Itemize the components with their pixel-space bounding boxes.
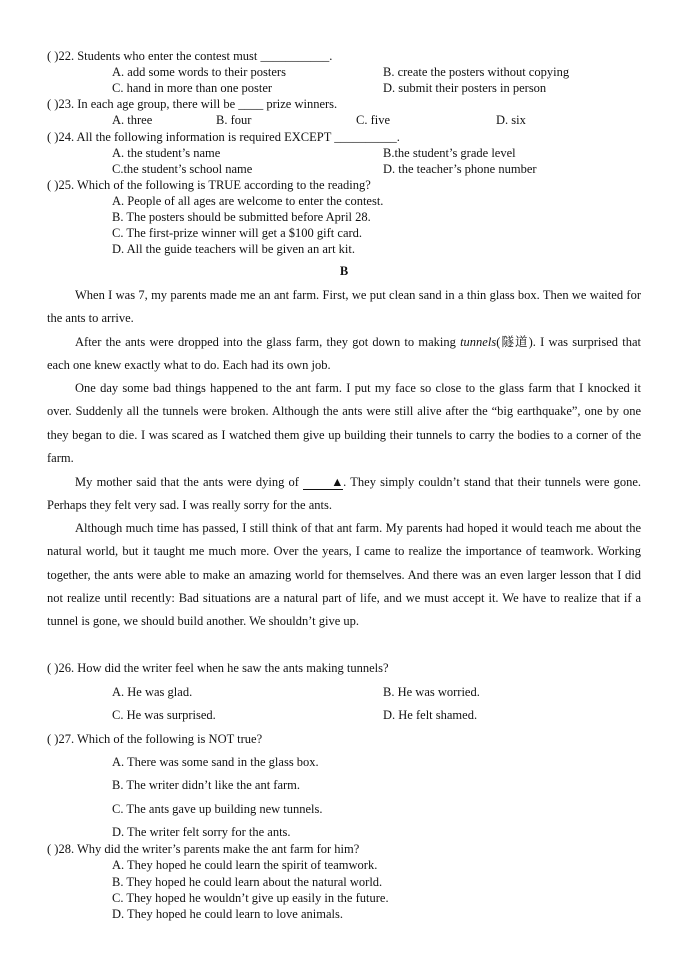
q24-option-b: B.the student’s grade level (383, 146, 516, 160)
fill-in-blank: ▲ (303, 475, 343, 490)
question-27-stem: ( )27. Which of the following is NOT true? (47, 732, 263, 746)
q28-option-b: B. They hoped he could learn about the natural world. (112, 875, 383, 889)
q28-option-a: A. They hoped he could learn the spirit of teamwork. (112, 858, 378, 872)
q23-option-b: B. four (216, 113, 252, 127)
question-22-stem: ( )22. Students who enter the contest must ___________. (47, 49, 333, 63)
p4-text-before: My mother said that the ants were dying of (75, 475, 304, 489)
q23-option-a: A. three (112, 113, 153, 127)
passage-paragraph-2 (47, 331, 641, 378)
q26-option-d: D. He felt shamed. (383, 708, 478, 722)
passage-paragraph-4 (47, 471, 641, 518)
q24-option-c: C.the student’s school name (112, 162, 253, 176)
q22-option-b: B. create the posters without copying (383, 65, 570, 79)
p4-text-after: . They simply couldn’t stand that their tunnels were gone. Perhaps they felt very sad. I was really sorry for the ants. (47, 475, 642, 513)
p2-italic-word: tunnels (460, 335, 497, 349)
question-24-stem: ( )24. All the following information is required EXCEPT __________. (47, 130, 400, 144)
q27-option-a: A. There was some sand in the glass box. (112, 755, 319, 769)
q26-option-b: B. He was worried. (383, 685, 480, 699)
section-b-heading: B (339, 264, 349, 278)
q27-option-b: B. The writer didn’t like the ant farm. (112, 778, 301, 792)
q25-option-a: A. People of all ages are welcome to enter the contest. (112, 194, 384, 208)
q27-option-d: D. The writer felt sorry for the ants. (112, 825, 291, 839)
q24-option-d: D. the teacher’s phone number (383, 162, 537, 176)
question-25-stem: ( )25. Which of the following is TRUE according to the reading? (47, 178, 371, 192)
passage-paragraph-1: When I was 7, my parents made me an ant farm. First, we put clean sand in a thin glass box. Then we waited for the ants to arrive. (47, 288, 641, 326)
q27-option-c: C. The ants gave up building new tunnels. (112, 802, 323, 816)
question-26-stem: ( )26. How did the writer feel when he saw the ants making tunnels? (47, 661, 389, 675)
q28-option-c: C. They hoped he wouldn’t give up easily in the future. (112, 891, 389, 905)
q24-option-a: A. the student’s name (112, 146, 221, 160)
question-23-stem: ( )23. In each age group, there will be ____ prize winners. (47, 97, 338, 111)
q23-option-c: C. five (356, 113, 391, 127)
q28-option-d: D. They hoped he could learn to love animals. (112, 907, 343, 921)
q26-option-c: C. He was surprised. (112, 708, 216, 722)
q22-option-c: C. hand in more than one poster (112, 81, 273, 95)
q23-option-d: D. six (496, 113, 526, 127)
passage-paragraph-5: Although much time has passed, I still think of that ant farm. My parents had hoped it would teach me about the natural world, but it taught me much more. Over the years, I came to realize the importance of teamwork. Working together, the ants were able to make an amazing world for themselves. And there was an even larger lesson that I did not realize until recently: Bad situations are a natural part of life, and we must accept it. We have to realize that if a tunnel is gone, we should build another. We shouldn’t give up. (47, 521, 641, 629)
passage-paragraph-3: One day some bad things happened to the ant farm. I put my face so close to the glass farm that I knocked it over. Suddenly all the tunnels were broken. Although the ants were still alive after the “big earthquake”, one by one they began to die. I was scared as I watched them give up building their tunnels to carry the bodies to a corner of the farm. (47, 381, 641, 465)
q26-option-a: A. He was glad. (112, 685, 193, 699)
question-28-stem: ( )28. Why did the writer’s parents make the ant farm for him? (47, 842, 360, 856)
q22-option-a: A. add some words to their posters (112, 65, 286, 79)
p2-text-before: After the ants were dropped into the glass farm, they got down to making (75, 335, 461, 349)
q25-option-c: C. The first-prize winner will get a $100 gift card. (112, 226, 363, 240)
q25-option-b: B. The posters should be submitted before April 28. (112, 210, 371, 224)
q25-option-d: D. All the guide teachers will be given an art kit. (112, 242, 355, 256)
p2-text-after: (隧道). I was surprised that each one knew exactly what to do. Each had its own job. (47, 335, 641, 373)
q22-option-d: D. submit their posters in person (383, 81, 547, 95)
